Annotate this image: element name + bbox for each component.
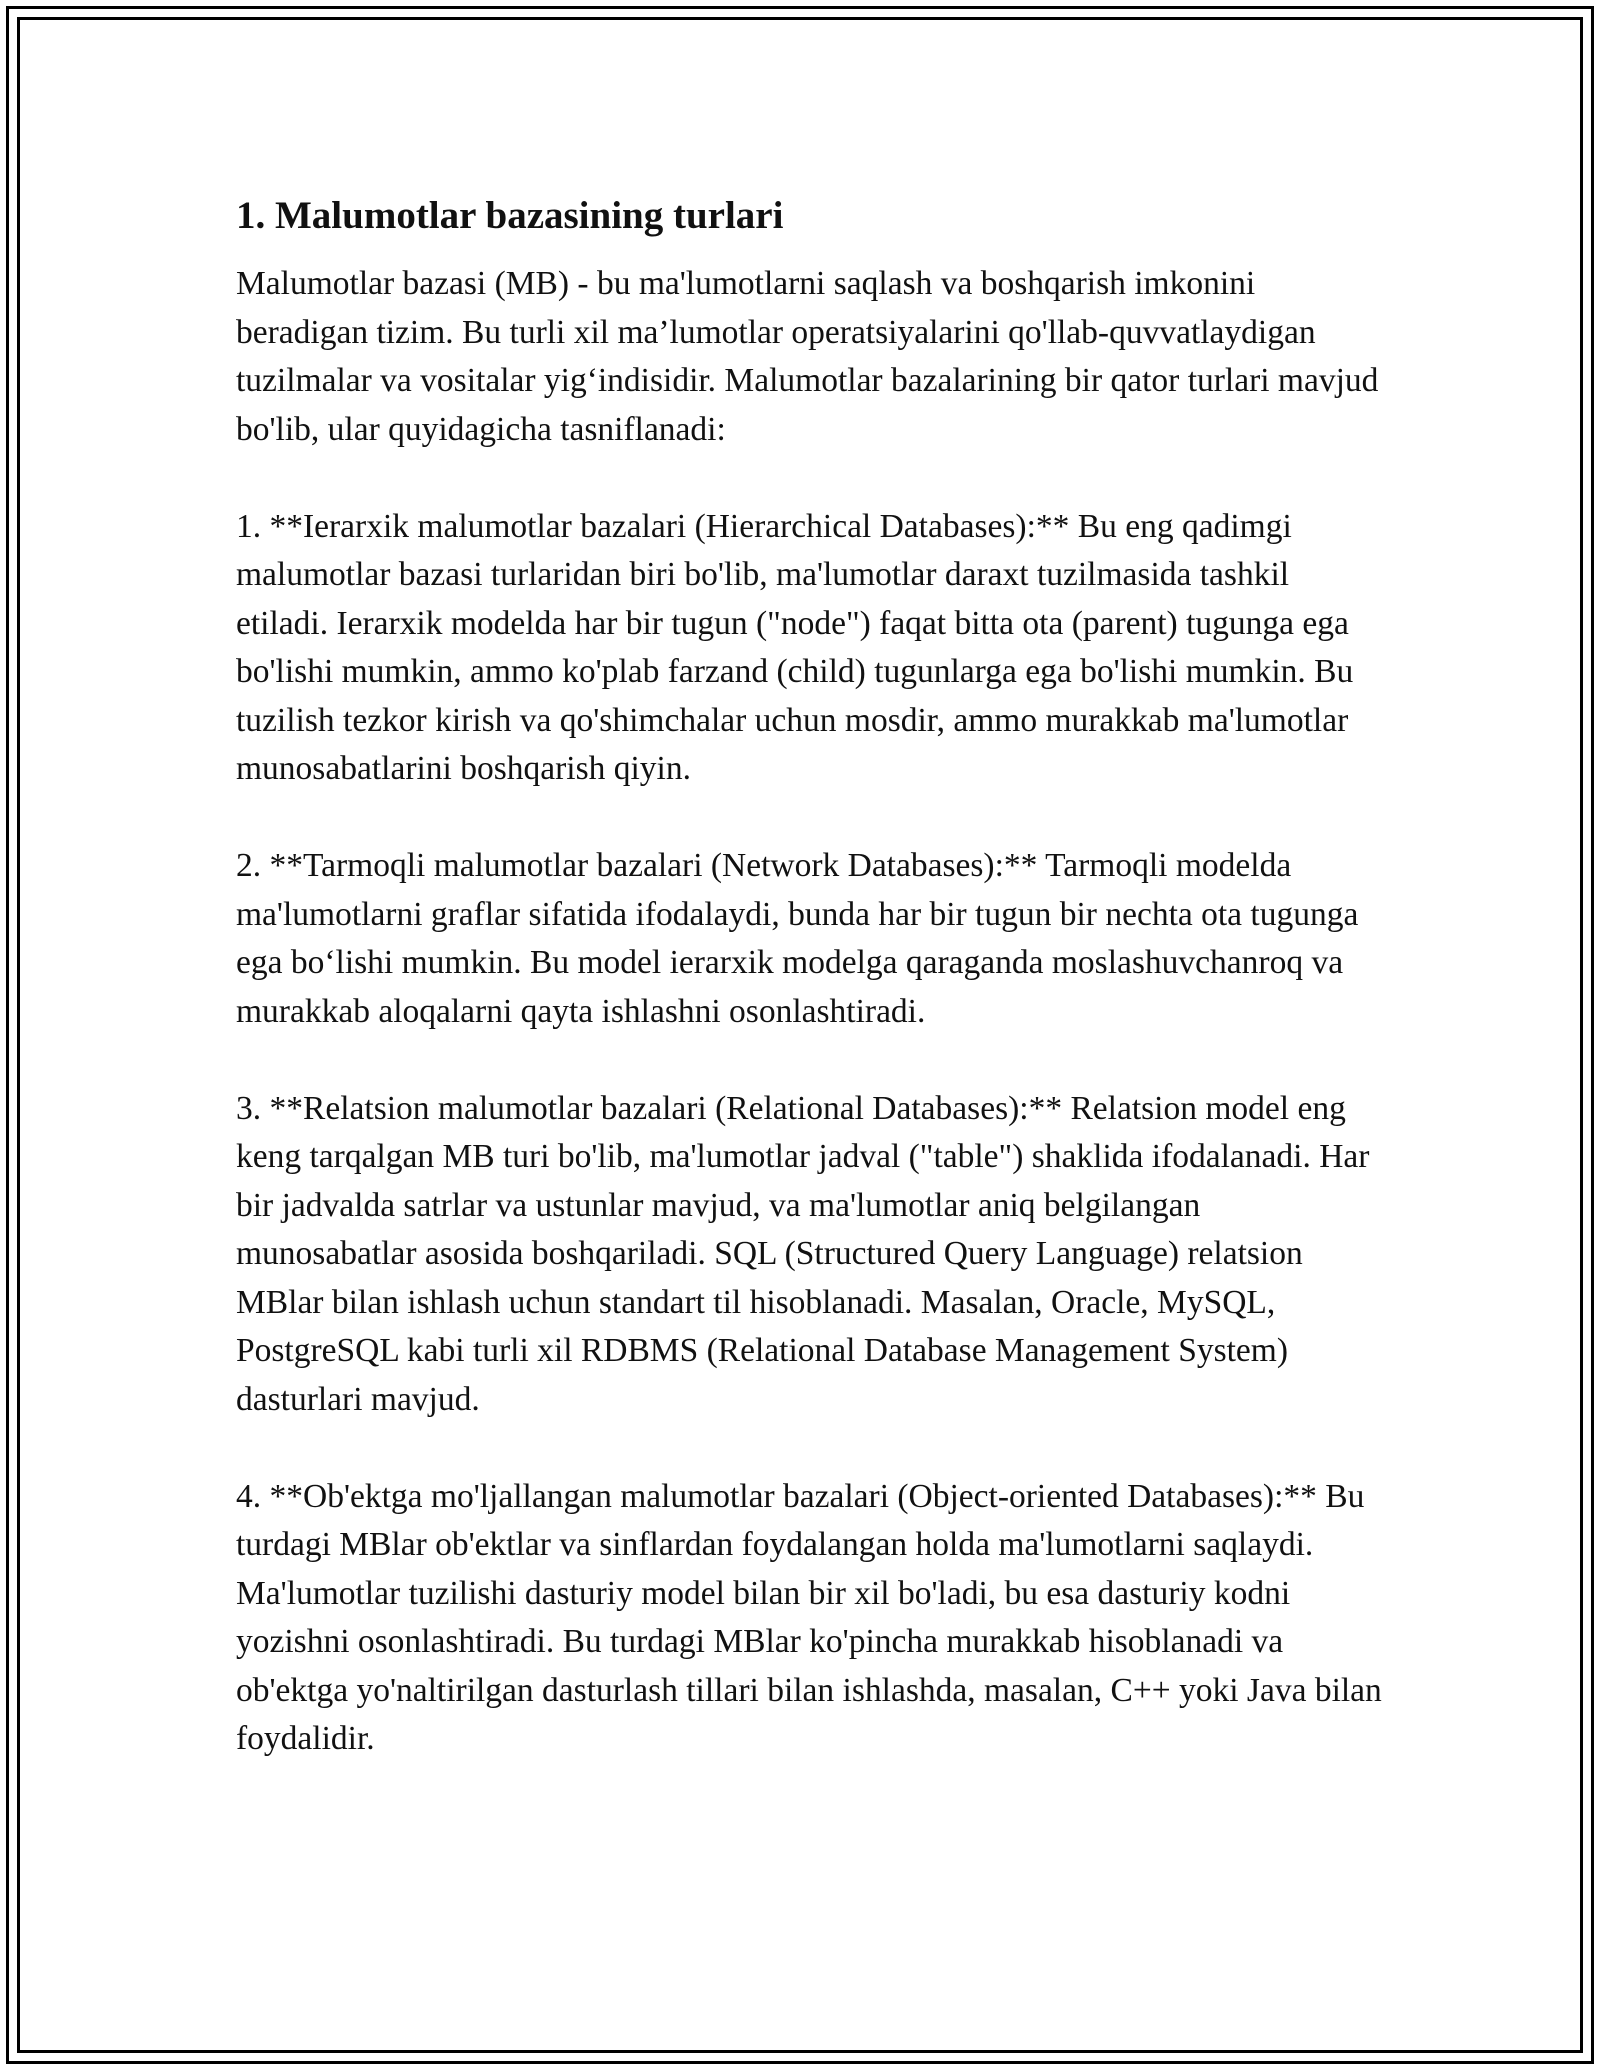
paragraph-relational: 3. **Relatsion malumotlar bazalari (Relational Databases):** Relatsion model eng keng tarqalgan MB turi bo'lib, ma'lumotlar jadval ("table") shaklida ifodalanadi. Har bir jadvalda satrlar va ustunlar mavjud, va ma'lumotlar aniq belgilangan munosabatlar asosida boshqariladi. SQL (Structured Query Language) relatsion MBlar bilan ishlash uchun standart til hisoblanadi. Masalan, Oracle, MySQL, PostgreSQL kabi turli xil RDBMS (Relational Database Management System) dasturlari mavjud.: [236, 1089, 1370, 1418]
document-body: [236, 186, 1386, 1764]
paragraph-hierarchical: 1. **Ierarxik malumotlar bazalari (Hierarchical Databases):** Bu eng qadimgi malumotlar bazasi turlaridan biri bo'lib, ma'lumotlar daraxt tuzilmasida tashkil etiladi. Ierarxik modelda har bir tugun ("node") faqat bitta ota (parent) tugunga ega bo'lishi mumkin, ammo ko'plab farzand (child) tugunlarga ega bo'lishi mumkin. Bu tuzilish tezkor kirish va qo'shimchalar uchun mosdir, ammo murakkab ma'lumotlar munosabatlarini boshqarish qiyin.: [236, 507, 1354, 787]
intro-paragraph: Malumotlar bazasi (MB) - bu ma'lumotlarni saqlash va boshqarish imkonini beradigan tizim. Bu turli xil ma’lumotlar operatsiyalarini qo'llab-quvvatlaydigan tuzilmalar va vositalar yig‘indisidir. Malumotlar bazalarining bir qator turlari mavjud bo'lib, ular quyidagicha tasniflanadi:: [236, 265, 1379, 448]
paragraph-object-oriented: 4. **Ob'ektga mo'ljallangan malumotlar bazalari (Object-oriented Databases):** Bu turdagi MBlar ob'ektlar va sinflardan foydalangan holda ma'lumotlarni saqlaydi. Ma'lumotlar tuzilishi dasturiy model bilan bir xil bo'ladi, bu esa dasturiy kodni yozishni osonlashtiradi. Bu turdagi MBlar ko'pincha murakkab hisoblanadi va ob'ektga yo'naltirilgan dasturlash tillari bilan ishlashda, masalan, C++ yoki Java bilan foydalidir.: [236, 1477, 1382, 1757]
section-title: 1. Malumotlar bazasining turlari: [236, 194, 784, 237]
paragraph-network: 2. **Tarmoqli malumotlar bazalari (Network Databases):** Tarmoqli modelda ma'lumotlarni graflar sifatida ifodalaydi, bunda har bir tugun bir nechta ota tugunga ega bo‘lishi mumkin. Bu model ierarxik modelga qaraganda moslashuvchanroq va murakkab aloqalarni qayta ishlashni osonlashtiradi.: [236, 847, 1359, 1030]
